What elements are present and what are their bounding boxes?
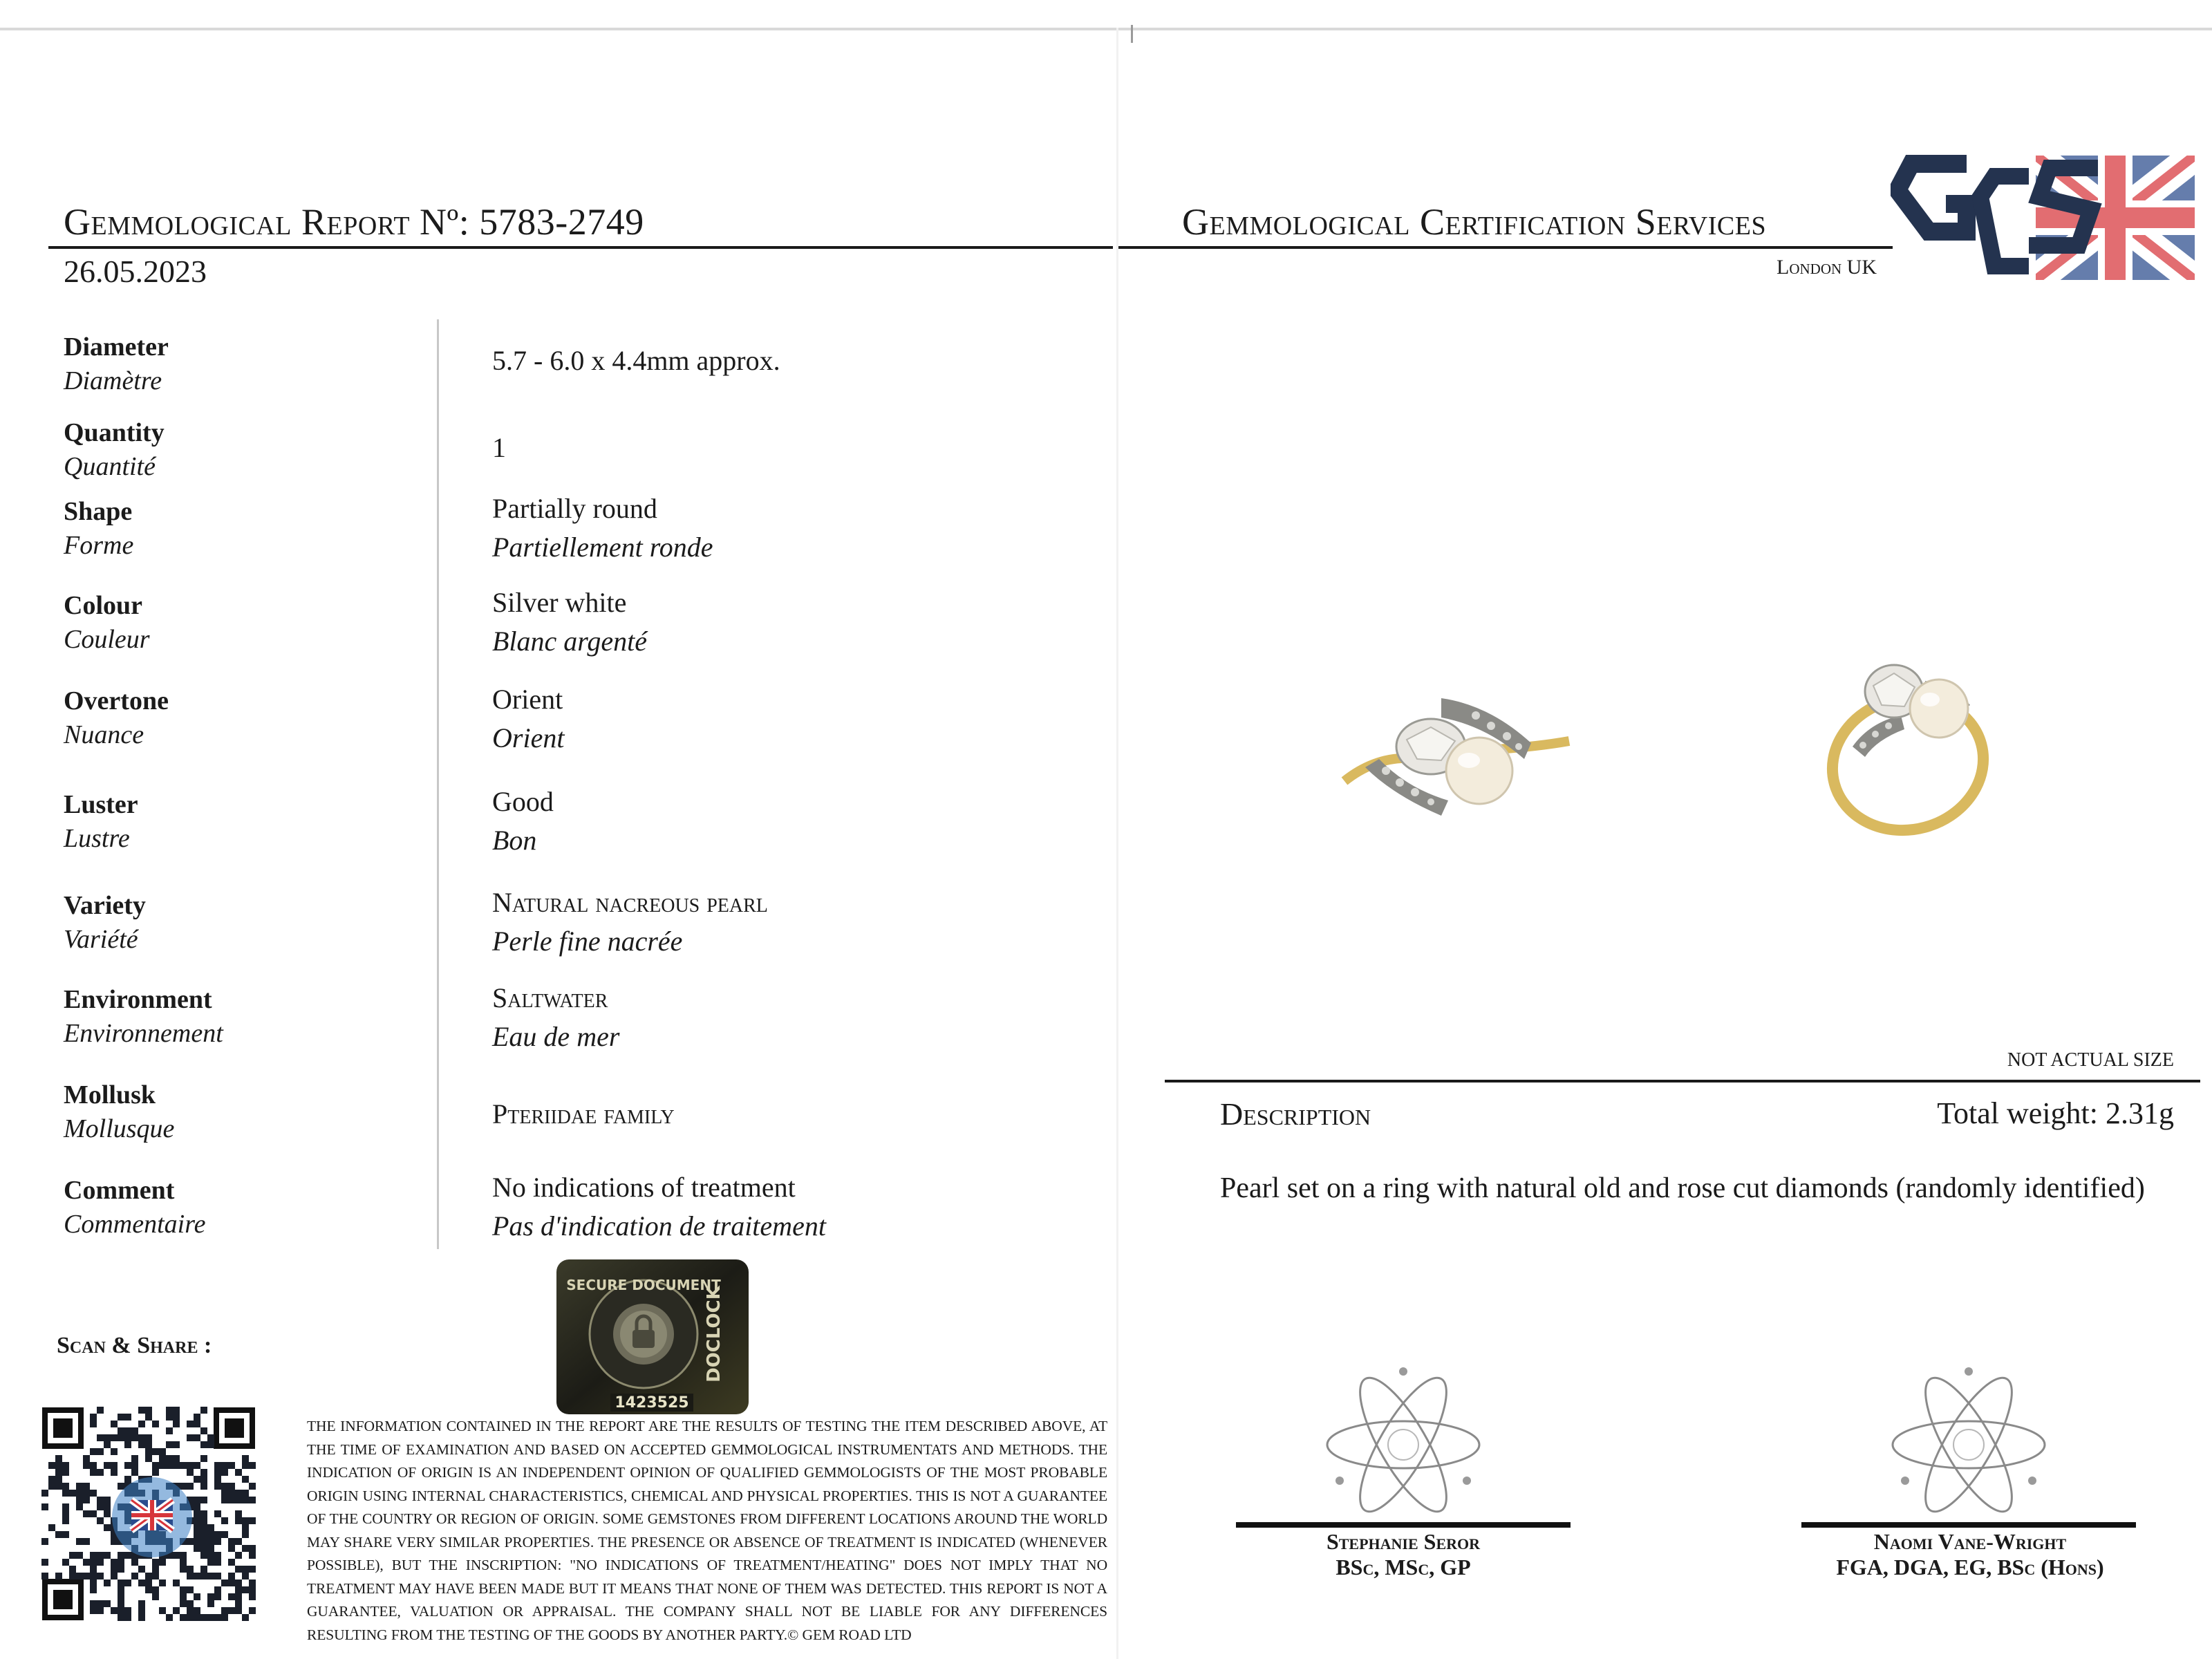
signatory-name: Naomi Vane-Wright [1873, 1529, 2067, 1554]
header-rule-right [1118, 246, 1893, 249]
signature-line [1236, 1522, 1571, 1528]
property-value: Pteriidae family [492, 1098, 675, 1130]
property-value-shape [492, 489, 713, 567]
property-label-fr: Forme [64, 531, 134, 561]
property-value-fr: Bon [492, 825, 537, 856]
property-row-overtone [64, 684, 169, 753]
property-label-fr: Environnement [64, 1019, 223, 1049]
signatory-credentials: BSc, MSc, GP [1335, 1554, 1471, 1580]
company-name: Gemmological Certification Services [1182, 201, 1767, 243]
property-row-shape [64, 495, 133, 563]
report-date: 26.05.2023 [64, 254, 207, 289]
property-label-fr: Couleur [64, 625, 150, 655]
property-value: No indications of treatment [492, 1172, 796, 1203]
property-value-luster [492, 782, 554, 860]
property-value: Silver white [492, 587, 627, 618]
atom-seal-icon [1320, 1362, 1486, 1528]
signatory-1 [1236, 1529, 1571, 1580]
property-value: Good [492, 786, 554, 817]
property-value: Orient [492, 684, 563, 715]
report-title: Gemmological Report Nº: 5783-2749 [64, 201, 644, 243]
scan-top-edge [0, 28, 2212, 30]
property-value-diameter [492, 341, 780, 380]
property-label: Shape [64, 497, 133, 526]
property-value-fr: Partiellement ronde [492, 532, 713, 563]
doclock-secure-label: SECURE DOCUMENT [566, 1277, 721, 1293]
description-rule [1165, 1080, 2200, 1082]
signatory-2 [1770, 1529, 2171, 1580]
ring-photo-top-view [1338, 677, 1576, 843]
property-label-fr: Diamètre [64, 366, 162, 396]
doclock-brand-label: DOCLOCK [704, 1286, 724, 1382]
atom-seal-icon [1886, 1362, 2052, 1528]
property-value-fr: Perle fine nacrée [492, 926, 683, 957]
legal-disclaimer: THE INFORMATION CONTAINED IN THE REPORT ARE THE RESULTS OF TESTING THE ITEM DESCRIBED ABOVE, AT THE TIME OF EXAMINATION AND BASED ON ACCEPTED GEMMOLOGICAL INSTRUMENTATS AND METHODS. THE INDICATION OF ORIGIN IS AN INDEPENDENT OPINION OF QUALIFIED GEMMOLOGISTS OF THE MOST PROBABLE ORIGIN USING INTERNAL CHARACTERISTICS, CHEMICAL AND PHYSICAL PROPERTIES. THIS IS NOT A GUARANTEE OF THE COUNTRY OR REGION OF ORIGIN. SOME GEMSTONES FROM DIFFERENT LOCATIONS AROUND THE WORLD MAY SHARE VERY SIMILAR PROPERTIES. THE PRESENCE OR ABSENCE OF TREATMENT IS INDICATED (WHENEVER POSSIBLE), BUT THE INSCRIPTION: "NO INDICATIONS OF TREATMENT/HEATING" DOES NOT IMPLY THAT NO TREATMENT MAY HAVE BEEN MADE BUT IT MEANS THAT NONE OF THEM WAS DETECTED. THIS REPORT IS NOT A GUARANTEE, VALUATION OR APPRAISAL. THE COMPANY SHALL NOT BE LIABLE FOR ANY DIFFERENCES RESULTING FROM THE TESTING OF THE GOODS BY ANOTHER PARTY.© GEM ROAD LTD [307, 1418, 1107, 1643]
property-label-fr: Variété [64, 925, 138, 955]
description-text: Pearl set on a ring with natural old and rose cut diamonds (randomly identified) [1220, 1172, 2145, 1204]
property-value-fr: Blanc argenté [492, 626, 648, 657]
property-value: Partially round [492, 493, 657, 524]
property-label: Comment [64, 1176, 175, 1205]
property-value-fr: Eau de mer [492, 1021, 620, 1052]
property-value-variety [492, 883, 768, 961]
property-value-fr: Orient [492, 722, 565, 753]
property-value-mollusk [492, 1095, 675, 1134]
property-value-colour [492, 583, 647, 661]
property-label-fr: Quantité [64, 452, 156, 482]
property-label-fr: Commentaire [64, 1210, 206, 1239]
property-value-comment [492, 1168, 826, 1246]
property-label: Mollusk [64, 1080, 156, 1109]
ring-photo-side-view [1804, 643, 2012, 843]
table-divider [437, 319, 439, 1249]
property-label: Diameter [64, 332, 169, 362]
property-label: Overtone [64, 686, 169, 715]
property-value: Saltwater [492, 982, 608, 1013]
page-fold [1116, 28, 1118, 1659]
property-value: 1 [492, 432, 506, 463]
property-label-fr: Lustre [64, 824, 130, 854]
property-label: Luster [64, 790, 138, 819]
signature-line [1801, 1522, 2136, 1528]
description-title: Description [1220, 1096, 1371, 1132]
header-rule-left [48, 246, 1113, 249]
signatory-name: Stephanie Seror [1326, 1529, 1481, 1554]
property-value-quantity [492, 429, 506, 467]
company-location: London UK [1777, 256, 1877, 279]
property-row-variety [64, 889, 146, 957]
qr-code[interactable] [38, 1403, 259, 1624]
property-row-colour [64, 589, 150, 657]
lock-icon [632, 1330, 655, 1348]
property-label: Variety [64, 891, 146, 920]
scan-share-label: Scan & Share : [57, 1333, 212, 1358]
property-value-environment [492, 979, 619, 1056]
property-value: Natural nacreous pearl [492, 887, 768, 918]
property-row-luster [64, 788, 138, 856]
property-label-fr: Nuance [64, 720, 144, 750]
property-label: Quantity [64, 418, 165, 447]
property-row-comment [64, 1174, 205, 1242]
property-row-quantity [64, 416, 165, 485]
property-value-fr: Pas d'indication de traitement [492, 1210, 826, 1241]
property-row-mollusk [64, 1078, 174, 1147]
property-row-environment [64, 983, 223, 1051]
property-value: 5.7 - 6.0 x 4.4mm approx. [492, 345, 780, 376]
total-weight: Total weight: 2.31g [1937, 1096, 2174, 1130]
center-tick [1131, 25, 1133, 43]
not-actual-size-note: NOT ACTUAL SIZE [2007, 1049, 2174, 1071]
property-label: Colour [64, 591, 142, 620]
signatory-credentials: FGA, DGA, EG, BSc (Hons) [1836, 1554, 2104, 1580]
property-value-overtone [492, 680, 564, 758]
property-row-diameter [64, 330, 169, 399]
doclock-serial: 1423525 [615, 1394, 689, 1412]
union-flag-icon [131, 1500, 173, 1530]
doclock-hologram [555, 1258, 750, 1416]
property-label-fr: Mollusque [64, 1114, 175, 1144]
gcs-logo [1891, 149, 2198, 287]
property-label: Environment [64, 985, 212, 1014]
